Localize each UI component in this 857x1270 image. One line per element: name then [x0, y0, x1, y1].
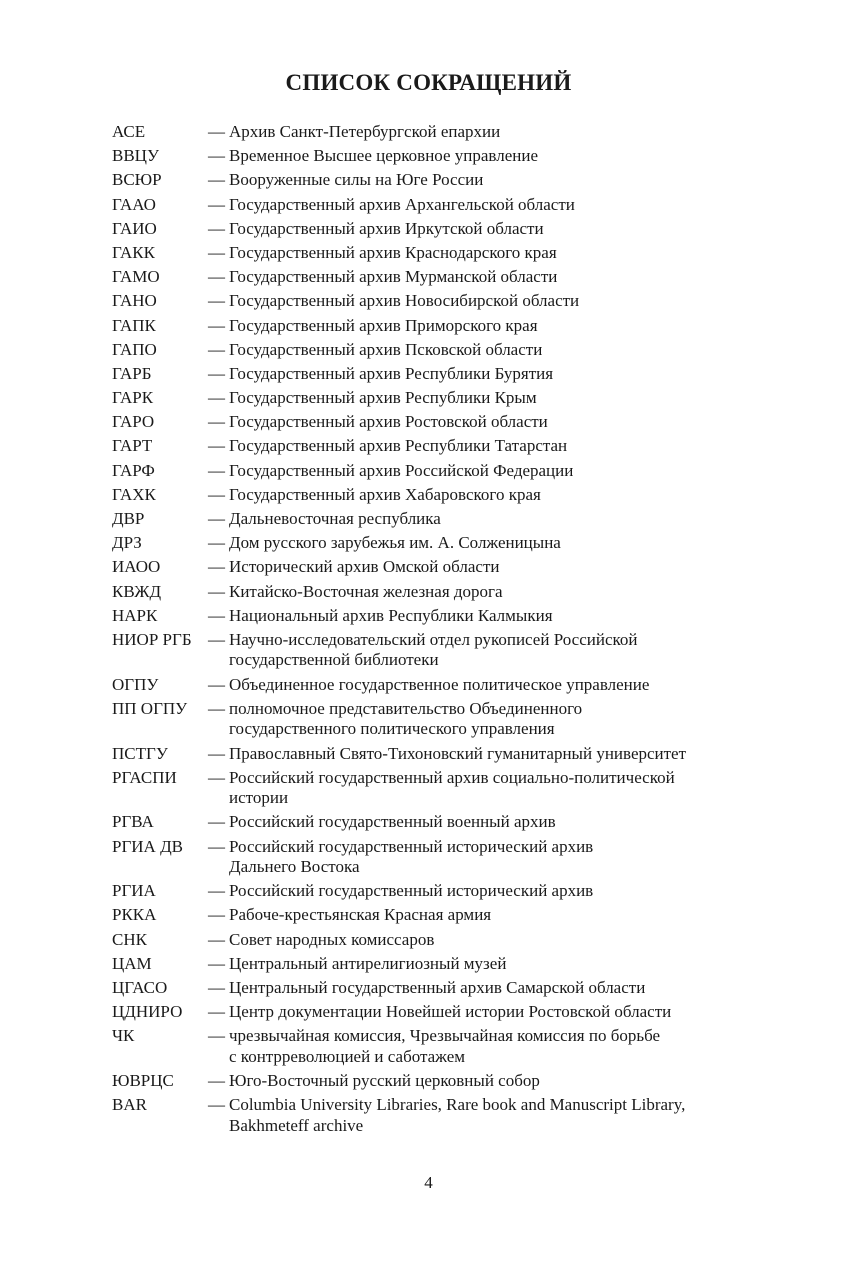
em-dash: — — [208, 581, 225, 601]
definition-line: Архив Санкт-Петербургской епархии — [229, 122, 501, 141]
list-item — [112, 485, 752, 506]
definition-line: Центральный антирелигиозный музей — [229, 953, 507, 973]
definition — [229, 243, 752, 264]
em-dash: — — [208, 388, 225, 408]
abbreviation: ПП ОГПУ — [112, 698, 188, 718]
definition — [229, 412, 752, 433]
em-dash: — — [208, 812, 225, 832]
list-item — [112, 412, 752, 433]
em-dash: — — [208, 363, 225, 383]
em-dash: — — [208, 484, 225, 504]
definition — [229, 837, 752, 878]
definition — [229, 1002, 752, 1023]
definition-line: Исторический архив Омской области — [229, 557, 500, 577]
em-dash: — — [208, 146, 225, 166]
definition — [229, 582, 752, 603]
abbreviation: ГАПО — [112, 339, 157, 359]
abbreviation: ПСТГУ — [112, 743, 168, 763]
definition-line: Российский государственный исторический архив — [229, 836, 594, 856]
em-dash: — — [208, 905, 225, 925]
definition — [229, 881, 752, 902]
list-item — [112, 744, 752, 765]
list-item — [112, 930, 752, 951]
list-item — [112, 316, 752, 337]
list-item — [112, 388, 752, 409]
definition — [229, 930, 752, 951]
definition — [229, 340, 752, 361]
em-dash: — — [208, 315, 225, 335]
definition-line: Государственный архив Республики Татарстан — [229, 436, 568, 456]
definition-line: Российский государственный исторический архив — [229, 881, 594, 901]
em-dash: — — [208, 460, 225, 480]
abbreviation: КВЖД — [112, 581, 162, 601]
list-item — [112, 630, 752, 671]
em-dash: — — [208, 436, 225, 456]
list-item — [112, 768, 752, 809]
list-item — [112, 1071, 752, 1092]
list-item — [112, 291, 752, 312]
abbreviation: ДВР — [112, 509, 145, 528]
em-dash: — — [208, 674, 225, 694]
definition — [229, 146, 752, 167]
list-item — [112, 582, 752, 603]
definition-line: Государственный архив Российской Федерации — [229, 460, 574, 480]
abbreviation: ЮВРЦС — [112, 1071, 174, 1091]
list-item — [112, 1026, 752, 1067]
abbreviation: ГАХК — [112, 484, 156, 504]
list-item — [112, 606, 752, 627]
em-dash: — — [208, 412, 225, 432]
abbreviation: ГАРК — [112, 388, 154, 408]
definition-line: Центральный государственный архив Самарской области — [229, 978, 646, 997]
definition — [229, 1095, 752, 1136]
em-dash: — — [208, 339, 225, 359]
em-dash: — — [208, 881, 225, 901]
list-item — [112, 699, 752, 740]
em-dash: — — [208, 836, 225, 856]
definition — [229, 905, 752, 926]
em-dash: — — [208, 978, 225, 997]
abbreviation: ГАНО — [112, 291, 157, 311]
list-item — [112, 340, 752, 361]
definition — [229, 675, 752, 696]
abbreviation: ДРЗ — [112, 533, 142, 553]
abbreviation: ГАРО — [112, 412, 155, 432]
em-dash: — — [208, 122, 225, 141]
abbreviation: ГАРБ — [112, 363, 152, 383]
definition — [229, 557, 752, 578]
definition-line: с контрреволюцией и саботажем — [229, 1046, 466, 1066]
definition-line: Центр документации Новейшей истории Ростовской области — [229, 1002, 672, 1022]
em-dash: — — [208, 767, 225, 787]
list-item — [112, 675, 752, 696]
list-item — [112, 219, 752, 240]
abbreviation: ВВЦУ — [112, 146, 159, 166]
definition-line: Государственный архив Приморского края — [229, 315, 538, 335]
definition — [229, 744, 752, 765]
em-dash: — — [208, 1026, 225, 1046]
em-dash: — — [208, 557, 225, 577]
abbreviation: ГАМО — [112, 267, 160, 287]
definition-line: Православный Свято-Тихоновский гуманитарный университет — [229, 743, 687, 763]
definition-line: Государственный архив Краснодарского края — [229, 242, 557, 262]
em-dash: — — [208, 629, 225, 649]
list-item — [112, 812, 752, 833]
definition — [229, 291, 752, 312]
abbreviation: ГАКК — [112, 242, 155, 262]
definition-line: Совет народных комиссаров — [229, 929, 435, 949]
abbreviation: РККА — [112, 905, 157, 925]
definition-line: Объединенное государственное политическое управление — [229, 674, 650, 694]
abbreviation: АСЕ — [112, 122, 146, 141]
abbreviation: РГАСПИ — [112, 767, 177, 787]
definition — [229, 978, 752, 999]
abbreviation: ЧК — [112, 1026, 135, 1046]
list-item — [112, 557, 752, 578]
em-dash: — — [208, 509, 225, 528]
definition-line: Научно-исследовательский отдел рукописей Российской — [229, 629, 638, 649]
em-dash: — — [208, 267, 225, 287]
definition-line: Государственный архив Ростовской области — [229, 412, 548, 432]
list-item — [112, 509, 752, 530]
definition-line: полномочное представительство Объединенного — [229, 698, 583, 718]
definition — [229, 1071, 752, 1092]
abbreviation: ГАРФ — [112, 460, 155, 480]
list-item — [112, 243, 752, 264]
em-dash: — — [208, 698, 225, 718]
definition — [229, 768, 752, 809]
list-item — [112, 364, 752, 385]
list-item — [112, 1002, 752, 1023]
definition-line: Российский государственный военный архив — [229, 812, 556, 832]
definition-line: Рабоче-крестьянская Красная армия — [229, 905, 492, 925]
definition-line: Национальный архив Республики Калмыкия — [229, 605, 553, 625]
abbreviation: РГИА ДВ — [112, 836, 184, 856]
definition-line: Государственный архив Псковской области — [229, 339, 543, 359]
list-item — [112, 436, 752, 457]
abbreviation: НИОР РГБ — [112, 629, 192, 649]
abbreviation: ЦГАСО — [112, 978, 168, 997]
definition — [229, 170, 752, 191]
abbreviation: РГИА — [112, 881, 156, 901]
definition — [229, 388, 752, 409]
definition-line: Вооруженные силы на Юге России — [229, 170, 484, 190]
abbreviation: НАРК — [112, 605, 158, 625]
definition-line: Дальневосточная республика — [229, 509, 441, 528]
definition-line: Государственный архив Иркутской области — [229, 218, 544, 238]
abbreviation: ГАИО — [112, 218, 157, 238]
em-dash: — — [208, 605, 225, 625]
definition — [229, 485, 752, 506]
definition-line: истории — [229, 788, 289, 808]
definition-line: Государственный архив Архангельской области — [229, 194, 575, 214]
em-dash: — — [208, 1071, 225, 1091]
list-item — [112, 170, 752, 191]
abbreviation-list — [112, 122, 752, 1140]
abbreviation: ЦДНИРО — [112, 1002, 183, 1022]
abbreviation: ИАОО — [112, 557, 161, 577]
definition-line: Китайско-Восточная железная дорога — [229, 581, 503, 601]
em-dash: — — [208, 218, 225, 238]
abbreviation: ЦАМ — [112, 953, 152, 973]
definition — [229, 436, 752, 457]
definition-line: государственного политического управления — [229, 719, 555, 739]
abbreviation: ВСЮР — [112, 170, 162, 190]
list-item — [112, 195, 752, 216]
list-item — [112, 978, 752, 999]
list-item — [112, 837, 752, 878]
list-item — [112, 533, 752, 554]
list-item — [112, 122, 752, 143]
em-dash: — — [208, 953, 225, 973]
definition — [229, 364, 752, 385]
em-dash: — — [208, 1002, 225, 1022]
em-dash: — — [208, 1095, 225, 1115]
abbreviation: ГАРТ — [112, 436, 153, 456]
definition-line: Дом русского зарубежья им. А. Солженицына — [229, 533, 561, 553]
page-title: СПИСОК СОКРАЩЕНИЙ — [285, 70, 572, 95]
definition-line: Государственный архив Новосибирской области — [229, 291, 580, 311]
abbreviation: ГАПК — [112, 315, 156, 335]
em-dash: — — [208, 743, 225, 763]
list-item — [112, 881, 752, 902]
abbreviation: СНК — [112, 929, 147, 949]
definition — [229, 1026, 752, 1067]
definition-line: Bakhmeteff archive — [229, 1115, 364, 1135]
definition — [229, 509, 752, 530]
definition — [229, 954, 752, 975]
list-item — [112, 146, 752, 167]
definition-line: Государственный архив Республики Бурятия — [229, 363, 554, 383]
em-dash: — — [208, 170, 225, 190]
em-dash: — — [208, 533, 225, 553]
definition-line: чрезвычайная комиссия, Чрезвычайная комиссия по борьбе — [229, 1026, 661, 1046]
abbreviation: ГААО — [112, 194, 156, 214]
definition-line: Государственный архив Республики Крым — [229, 388, 537, 408]
em-dash: — — [208, 929, 225, 949]
definition — [229, 533, 752, 554]
definition — [229, 316, 752, 337]
em-dash: — — [208, 291, 225, 311]
abbreviation: ОГПУ — [112, 674, 159, 694]
list-item — [112, 954, 752, 975]
list-item — [112, 267, 752, 288]
list-item — [112, 905, 752, 926]
definition — [229, 630, 752, 671]
definition — [229, 461, 752, 482]
list-item — [112, 1095, 752, 1136]
abbreviation: BAR — [112, 1095, 147, 1115]
definition — [229, 812, 752, 833]
page-number: 4 — [424, 1173, 433, 1192]
em-dash: — — [208, 194, 225, 214]
definition-line: Дальнего Востока — [229, 857, 360, 877]
definition-line: Государственный архив Хабаровского края — [229, 484, 541, 504]
list-item — [112, 461, 752, 482]
definition — [229, 606, 752, 627]
definition-line: Временное Высшее церковное управление — [229, 146, 539, 166]
definition-line: государственной библиотеки — [229, 650, 439, 670]
definition — [229, 267, 752, 288]
definition-line: Columbia University Libraries, Rare book and Manuscript Library, — [229, 1095, 686, 1115]
definition — [229, 699, 752, 740]
definition-line: Государственный архив Мурманской области — [229, 267, 558, 287]
definition — [229, 122, 752, 143]
definition-line: Российский государственный архив социально-политической — [229, 767, 675, 787]
definition-line: Юго-Восточный русский церковный собор — [229, 1071, 540, 1091]
definition — [229, 195, 752, 216]
em-dash: — — [208, 242, 225, 262]
abbreviation: РГВА — [112, 812, 154, 832]
definition — [229, 219, 752, 240]
